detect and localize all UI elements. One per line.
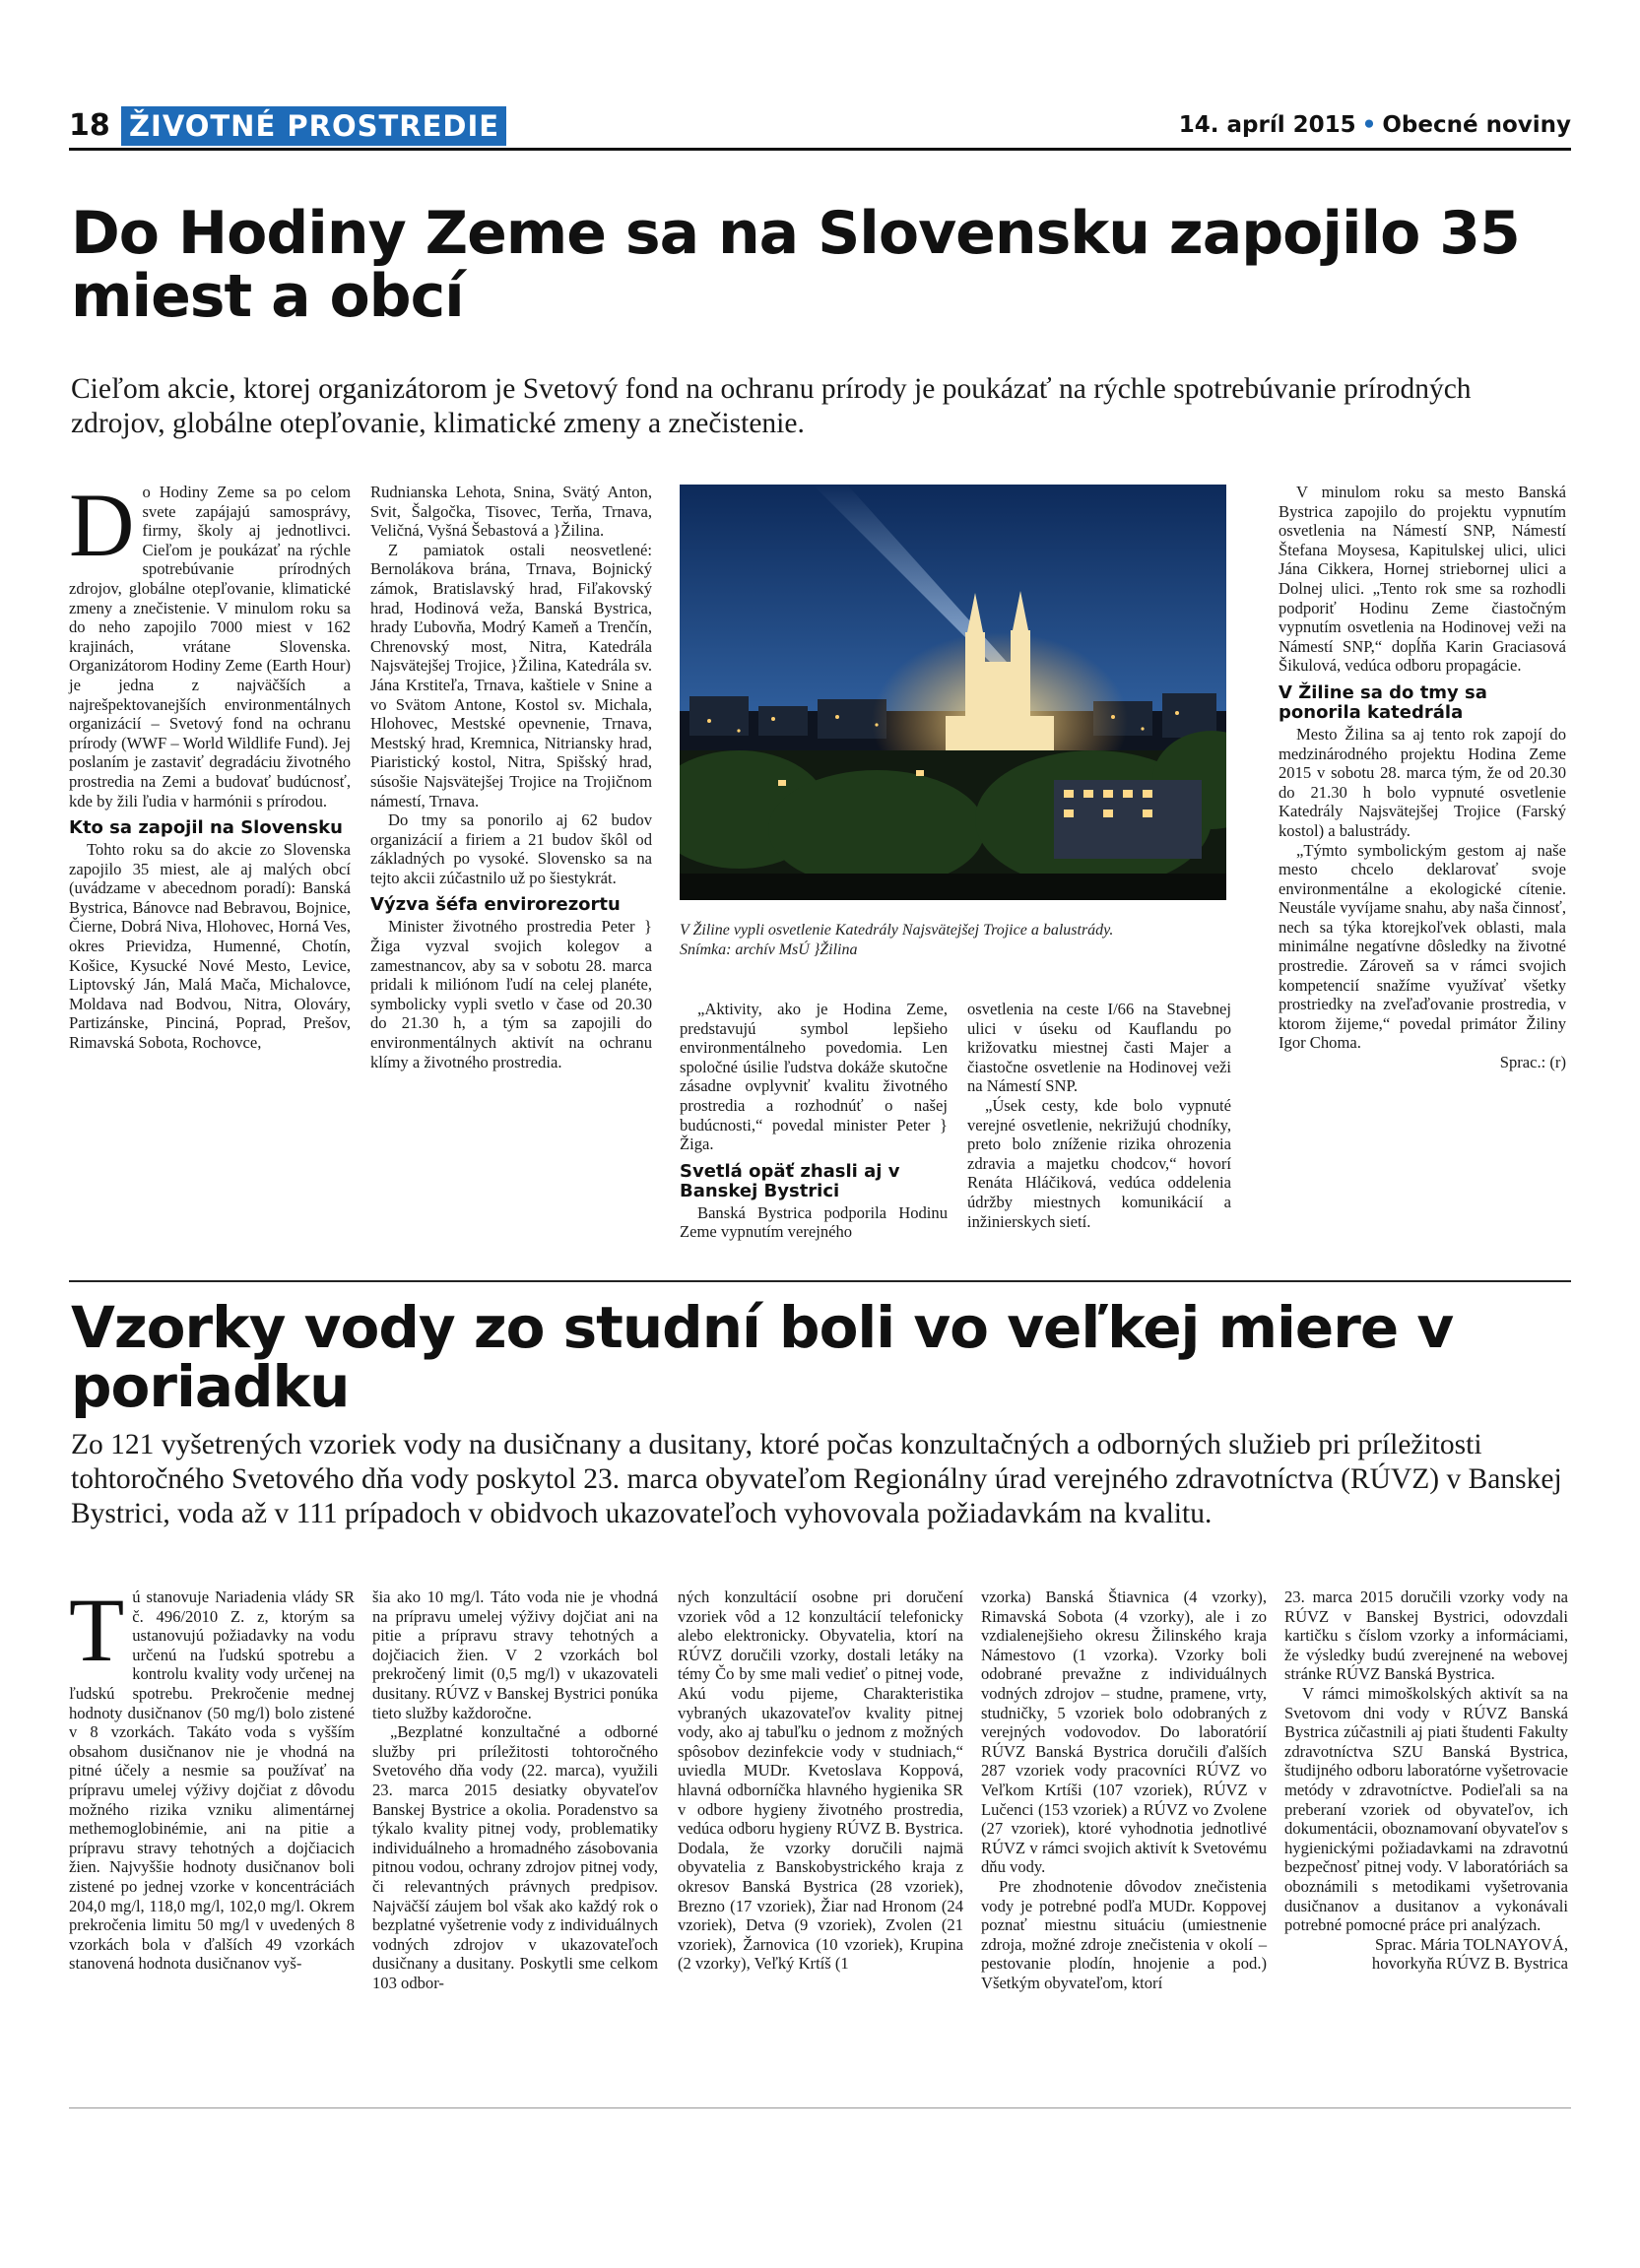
photo-credit: Snímka: archív MsÚ }Žilina <box>680 941 858 958</box>
paragraph: Z pamiatok ostali neosvetlené: Bernolákova brána, Trnava, Bojnický zámok, Bratislavský hrad, Fiľakovský hrad, Hodinová veža, Banská Bystrica, hrady Ľubovňa, Modrý Kameň a Trenčín, Chrenovský most, Nitra, Katedrála Najsvätejšej Trojice, }Žilina, Katedrála sv. Jána Krstiteľa, Trnava, kaštiele v Snine a vo Svätom Antone, Kostol sv. Michala, Hlohovec, Mestské opevnenie, Trnava, Mestský hrad, Kremnica, Nitriansky hrad, Piaristický kostol, Nitra, Spišský hrad, súsošie Najsvätejšej Trojice na Trojičnom námestí, Trnava. <box>370 540 652 810</box>
article2-headline: Vzorky vody zo studní boli vo veľkej miere v poriadku <box>71 1294 1454 1420</box>
paragraph: ných konzultácií osobne pri doručení vzoriek vôd a 12 konzultácií telefonicky alebo elektronicky. Obyvatelia, ktorí na RÚVZ doručili vzorky, dostali letáky na témy Čo by sme mali vedieť o pitnej vode, Akú vodu pijeme, Charakteristika vybraných ukazovateľov kvality pitnej vody, ako aj tabuľku o jednom z možných spôsobov dezinfekcie vody v studniach,“ uviedla MUDr. Kvetoslava Koppová, hlavná odborníčka hlavného hygienika SR v odbore hygieny životného prostredia, vedúca odboru hygieny RÚVZ B. Bystrica. Dodala, že vzorky doručili najmä obyvatelia z Banskobystrického kraja z okresov Banská Bystrica (28 vzoriek), Brezno (17 vzoriek), Žiar nad Hronom (24 vzoriek), Detva (9 vzoriek), Zvolen (21 vzoriek), Žarnovica (10 vzoriek), Krupina (2 vzorky), Veľký Krtíš (1 <box>678 1588 963 1974</box>
article2-column-1 <box>69 1580 355 1974</box>
article1-headline: Do Hodiny Zeme sa na Slovensku zapojilo 35 miest a obcí <box>71 199 1520 331</box>
article1-lead: Cieľom akcie, ktorej organizátorom je Svetový fond na ochranu prírody je poukázať na rýchle spotrebúvanie prírodných zdrojov, globálne otepľovanie, klimatické zmeny a znečistenie. <box>71 373 1472 439</box>
paragraph: 23. marca 2015 doručili vzorky vody na RÚVZ v Banskej Bystrici, odovzdali kartičku s číslom vzorky a informáciami, že výsledky budú zverejnené na webovej stránke RÚVZ Banská Bystrica. <box>1284 1588 1568 1684</box>
photo-caption <box>680 921 1231 960</box>
article1-column-3 <box>680 1000 948 1242</box>
header-rule <box>69 148 1571 151</box>
article2-column-2 <box>372 1588 658 1992</box>
paragraph: V minulom roku sa mesto Banská Bystrica zapojilo do projektu vypnutím osvetlenia na Námestí SNP, Námestí Štefana Moysesa, Kapitulskej ulici, ulici Jána Cikkera, Hornej striebornej ulici a Dolnej ulici. „Tento rok sme sa rozhodli podporiť Hodinu Zeme čiastočným vypnutím osvetlenia na Hodinovej veži na Námestí SNP,“ dopĺňa Karin Graciasová Šikulová, vedúca odboru propagácie. <box>1279 483 1566 676</box>
article2-column-4 <box>981 1588 1267 1992</box>
article2-signature-name: Sprac. Mária TOLNAYOVÁ, <box>1374 1934 1568 1954</box>
article1-column-4 <box>967 1000 1231 1231</box>
paragraph: V rámci mimoškolských aktivít sa na Svetovom dni vody v RÚVZ Banská Bystrica zúčastnili aj piati študenti Fakulty zdravotníctva SZU Banská Bystrica, študijného odboru laboratórne vyšetrovacie metódy v zdravotníctve. Podieľali sa na preberaní vzoriek od obyvateľov, ich dokumentácii, oboznamovaní obyvateľov s hygienickými požiadavkami na zdravotnú bezpečnosť pitnej vody. V laboratóriách sa oboznámili s metodikami vyšetrovania dusičnanov a dusitanov a vykonávali potrebné pomocné práce pri analýzach. <box>1284 1683 1569 1935</box>
article2-column-5 <box>1284 1588 1568 1974</box>
footer-rule <box>69 2107 1571 2108</box>
paragraph: Rudnianska Lehota, Snina, Svätý Anton, Svit, Šalgočka, Tisovec, Terňa, Trnava, Veličná, Vyšná Šebastová a }Žilina. <box>370 483 652 541</box>
paragraph: šia ako 10 mg/l. Táto voda nie je vhodná na prípravu umelej výživy dojčiat ani na pitie a prípravu stravy tehotných a dojčiacich žien. V 2 vzorkách bol prekročený limit (0,5 mg/l) v ukazovateli dusitany. RÚVZ v Banskej Bystrici ponúka tieto služby každoročne. <box>372 1588 658 1722</box>
paragraph: Banská Bystrica podporila Hodinu Zeme vypnutím verejného <box>680 1202 948 1242</box>
section-label: ŽIVOTNÉ PROSTREDIE <box>121 106 506 146</box>
issue-date: 14. apríl 2015 <box>1178 112 1356 138</box>
subheading: Výzva šéfa envirorezortu <box>370 894 621 916</box>
dropcap: T <box>69 1580 125 1680</box>
subheading: Svetlá opäť zhasli aj v Banskej Bystrici <box>680 1160 900 1201</box>
subheading: Kto sa zapojil na Slovensku <box>69 817 343 839</box>
paragraph: ú stanovuje Nariadenia vlády SR č. 496/2010 Z. z, ktorým sa ustanovujú požiadavky na vodu určenú na ľudskú spotrebu a kontrolu kvality vody určenej na ľudskú spotrebu. Prekročenie mednej hodnoty dusičnanov (50 mg/l) bolo zistené v 8 vzorkách. Takáto voda s vyšším obsahom dusičnanov nie je vhodná na pitné účely a nesmie sa používať na prípravu umelej výživy dojčiat z dôvodu možného rizika vzniku alimentárnej methemoglobinémie, ani na pitie a prípravu stravy tehotných a dojčiacich žien. Najvyššie hodnoty dusičnanov boli zistené po jednej vzorke v koncentráciách 204,0 mg/l, 118,0 mg/l, 102,0 mg/l. Okrem prekročenia limitu 50 mg/l v uvedených 8 vzorkách bola v ďalších 49 vzorkách stanovená hodnota dusičnanov vyš- <box>69 1588 355 1974</box>
paragraph: Do tmy sa ponorilo aj 62 budov organizácií a firiem a 21 budov škôl od základných po vysoké. Slovensko sa na tejto akcii zúčastnilo už po šiestykrát. <box>370 810 652 887</box>
paragraph: „Úsek cesty, kde bolo vypnuté verejné osvetlenie, nekrižujú chodníky, preto bolo zníženie rizika ohrozenia zdravia a majetku chodcov,“ hovorí Renáta Hláčiková, vedúca oddelenia údržby miestnych komunikácií a inžinierskych sietí. <box>967 1095 1231 1231</box>
article1-signature: Sprac.: (r) <box>1499 1053 1566 1072</box>
article2-column-3 <box>678 1588 963 1974</box>
paragraph: Mesto Žilina sa aj tento rok zapojí do medzinárodného projektu Hodina Zeme 2015 v sobotu 28. marca tým, že od 20.30 do 21.30 h bolo vypnuté osvetlenie Katedrály Najsvätejšej Trojice (Farský kostol) a balustrády. <box>1279 724 1566 840</box>
paragraph: „Týmto symbolickým gestom aj naše mesto chcelo deklarovať svoje environmentálne a ekologické cítenie. Neustále vyvíjame snahu, aby naša činnosť, nech sa týka ktorejkoľvek oblasti, mala minimálne negatívne dôsledky na životné prostredie. Zároveň sa v rámci svojich kompetencií snažíme využívať všetky prostriedky na zveľaďovanie prostredia, v ktorom žijeme,“ povedal primátor Žiliny Igor Choma. <box>1279 840 1566 1053</box>
paragraph: „Bezplatné konzultačné a odborné služby pri príležitosti tohtoročného Svetového dňa vody (22. marca), využili 23. marca 2015 desiatky obyvateľov Banskej Bystrice a okolia. Poradenstvo sa týkalo kvality pitnej vody, problematiky individuálneho a hromadného zásobovania pitnou vodou, ochrany zdrojov pitnej vody, či relevantných právnych predpisov. Najväčší záujem bol však ako každý rok o bezplatné vyšetrenie vody z individuálnych vodných zdrojov v ukazovateľoch dusičnany a dusitany. Poskytli sme celkom 103 odbor- <box>372 1722 658 1992</box>
article2-lead: Zo 121 vyšetrených vzoriek vody na dusičnany a dusitany, ktoré počas konzultačných a odborných služieb pri príležitosti tohtoročného Svetového dňa vody poskytol 23. marca obyvateľom Regionálny úrad verejného zdravotníctva (RÚVZ) v Banskej Bystrici, voda až v 111 prípadoch v obidvoch ukazovateľoch vyhovovala požiadavkám na kvalitu. <box>71 1429 1562 1529</box>
page-number: 18 <box>69 108 110 143</box>
paragraph: vzorka) Banská Štiavnica (4 vzorky), Rimavská Sobota (4 vzorky), ale i zo vzdialenejšieho okresu Žilinského kraja Námestovo (1 vzorka). Vzorky boli odobrané prevažne z individuálnych vodných zdrojov – studne, pramene, vrty, studničky, 5 vzoriek bolo odobraných z verejných vodovodov. Do laboratórií RÚVZ Banská Bystrica doručili ďalších 287 vzoriek vody pracovníci RÚVZ vo Veľkom Krtíši (107 vzoriek), RÚVZ v Lučenci (153 vzoriek) a RÚVZ vo Zvolene (27 vzoriek), ktoré vyhodnotia jednotlivé RÚVZ v rámci svojich aktivít k Svetovému dňu vody. <box>981 1588 1267 1877</box>
paragraph: osvetlenia na ceste I/66 na Stavebnej ulici v úseku od Kauflandu po križovatku miestnej časti Majer a čiastočne osvetlenie na Hodinovej veži na Námestí SNP. <box>967 1000 1231 1096</box>
article1-column-5 <box>1279 483 1566 1072</box>
paragraph: o Hodiny Zeme sa po celom svete zapájajú samosprávy, firmy, školy aj jednotlivci. Cieľom je poukázať na rýchle spotrebúvanie prírodných zdrojov, globálne otepľovanie, klimatické zmeny a znečistenie. V minulom roku sa do neho zapojilo 7000 miest v 162 krajinách, vrátane Slovenska. Organizátorom Hodiny Zeme (Earth Hour) je jedna z najväčších a najrešpektovanejších environmentálnych organizácií – Svetový fond na ochranu prírody (WWF – World Wildlife Fund). Jej poslaním je zastaviť degradáciu životného prostredia na Zemi a budovať budúcnosť, kde by žili ľudia v harmónii s prírodou. <box>69 483 351 810</box>
dateline <box>1179 112 1571 138</box>
article2-signature-role: hovorkyňa RÚVZ B. Bystrica <box>1371 1954 1568 1974</box>
paragraph: Tohto roku sa do akcie zo Slovenska zapojilo 35 miest, ale aj malých obcí (uvádzame v abecednom poradí): Banská Bystrica, Bánovce nad Bebravou, Bojnice, Čierne, Dobrá Niva, Hlohovec, Horná Ves, okres Prievidza, Humenné, Chotín, Košice, Kysucké Nové Mesto, Levice, Liptovský Ján, Malá Mača, Michalovce, Moldava nad Bodvou, Nitra, Olováry, Partizánske, Pinciná, Poprad, Prešov, Rimavská Sobota, Rochovce, <box>69 840 351 1053</box>
paragraph: Pre zhodnotenie dôvodov znečistenia vody je potrebné podľa MUDr. Koppovej poznať miestnu situáciu (umiestnenie zdroja, možné zdroje znečistenia v okolí – pestovanie plodín, hnojenie a pod.) Všetkým obyvateľom, ktorí <box>981 1876 1267 1992</box>
caption-text: V Žiline vypli osvetlenie Katedrály Najsvätejšej Trojice a balustrády. <box>680 922 1114 939</box>
paragraph: „Aktivity, ako je Hodina Zeme, predstavujú symbol lepšieho environmentálneho povedomia. Len spoločné úsilie ľudstva dokáže skutočne zásadne ovplyvniť kvalitu životného prostredia a rozhodnúť o našej budúcnosti,“ povedal minister Peter }Žiga. <box>680 1000 948 1154</box>
article1-column-1 <box>69 475 351 1053</box>
dropcap: D <box>69 475 135 575</box>
article1-column-2 <box>370 483 652 1071</box>
bullet-separator: • <box>1361 112 1377 138</box>
publication-name: Obecné noviny <box>1382 112 1571 138</box>
photo-zilina-cathedral <box>680 485 1226 900</box>
subheading: V Žiline sa do tmy sa ponorila katedrála <box>1279 681 1487 723</box>
paragraph: Minister životného prostredia Peter }Žiga vyzval svojich kolegov a zamestnancov, aby sa v sobotu 28. marca pridali k miliónom ľudí na celej planéte, symbolicky vypli svetlo v čase od 20.30 do 21.30 h, a tým sa zapojili do environmentálnych aktivít na ochranu klímy a životného prostredia. <box>370 917 652 1071</box>
article-separator <box>69 1280 1571 1282</box>
